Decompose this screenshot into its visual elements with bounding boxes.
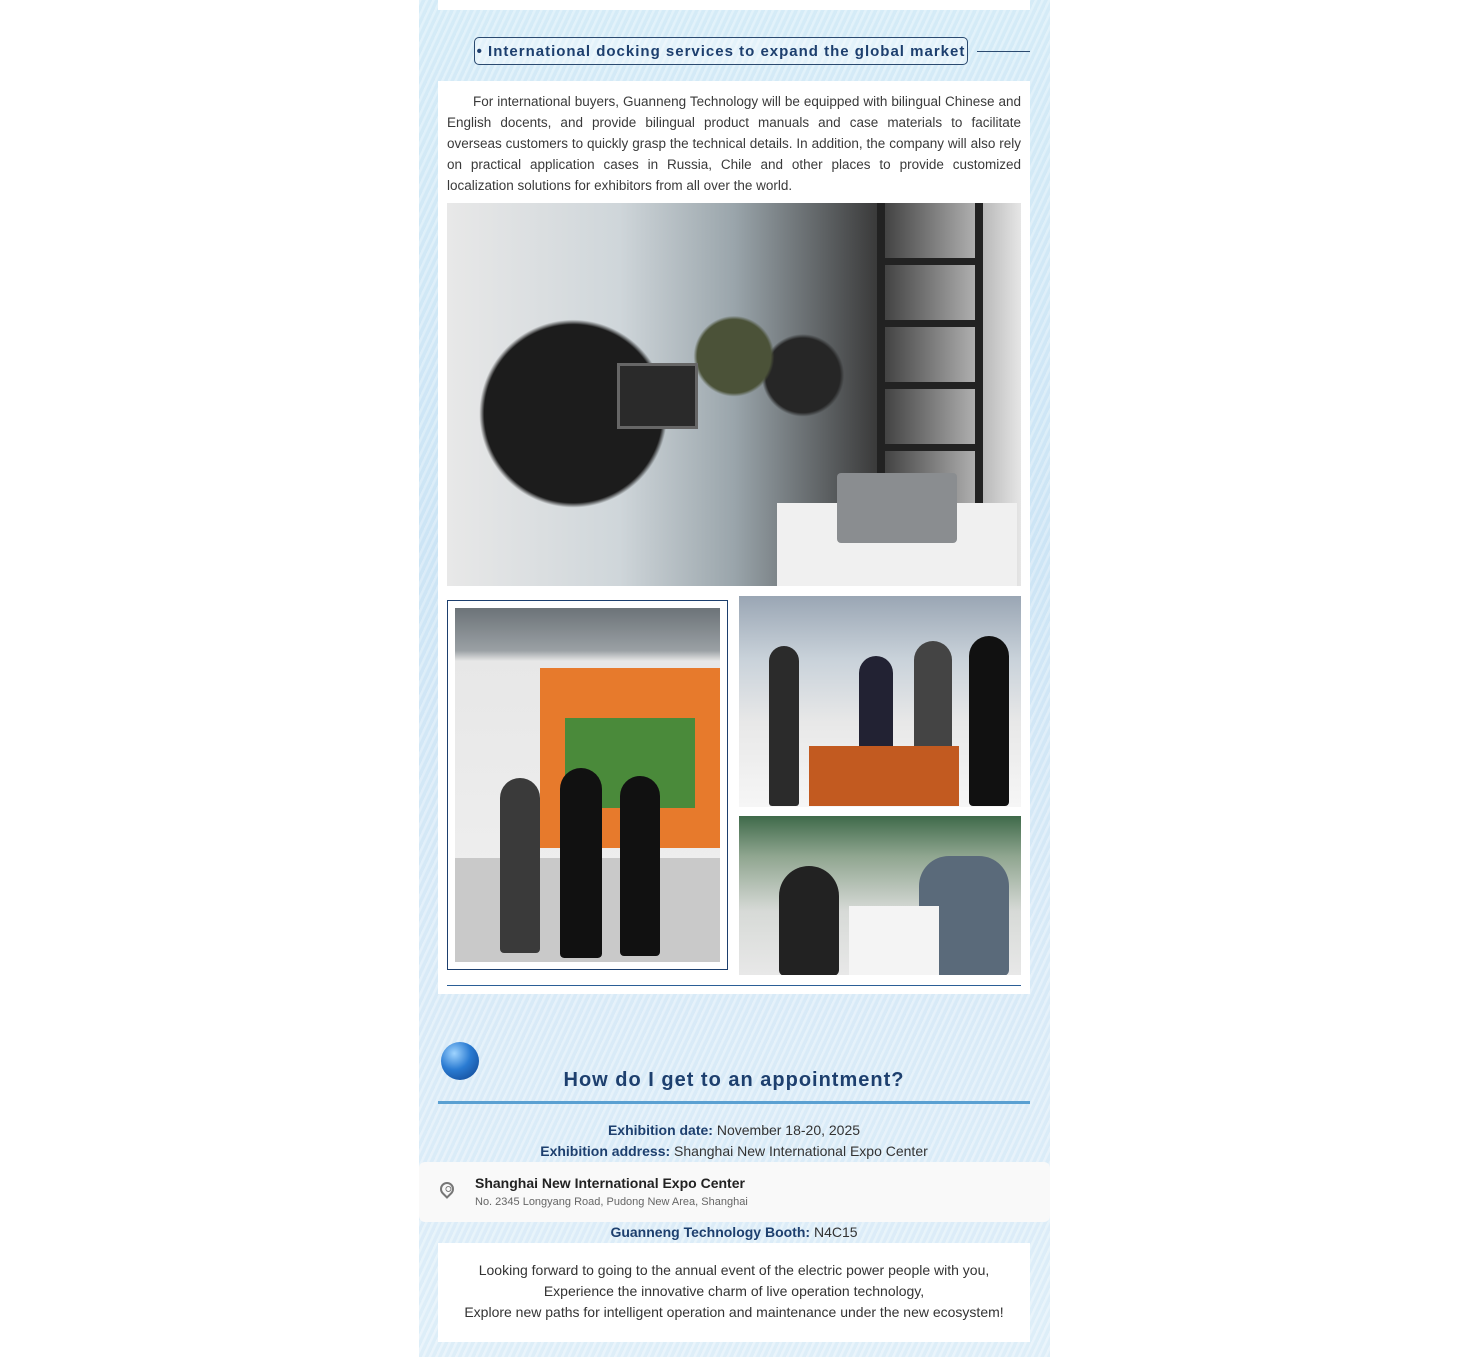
robot-device: [837, 473, 957, 543]
title-underline: [438, 1101, 1030, 1104]
closing-line: Explore new paths for intelligent operation and maintenance under the new ecosystem!: [464, 1304, 1004, 1320]
photo-table-meeting: [739, 816, 1021, 975]
exhibition-date-label: Exhibition date:: [607, 1122, 713, 1138]
exhibition-address-value: Shanghai New International Expo Center: [670, 1143, 928, 1159]
person-figure: [560, 768, 602, 958]
location-address: No. 2345 Longyang Road, Pudong New Area, Shanghai: [475, 1196, 748, 1208]
photo-booth-group: [455, 608, 720, 962]
person-figure: [620, 776, 660, 956]
equipment-case: [809, 746, 959, 806]
person-figure: [969, 636, 1009, 806]
closing-line: Experience the innovative charm of live operation technology,: [543, 1283, 925, 1299]
booth-info: [438, 1224, 1030, 1240]
heading-divider: [977, 51, 1030, 52]
content-card: [438, 81, 1030, 994]
section-heading: [474, 37, 1030, 67]
closing-card: [438, 1243, 1030, 1342]
section-paragraph: For international buyers, Guanneng Technology will be equipped with bilingual Chinese and English docents, and provide bilingual product manuals and case materials to facilitate overseas customers to quickly grasp the technical details. In addition, the company will also rely on practical application cases in Russia, Chile and other places to provide customized localization solutions for exhibitors from all over the world.: [447, 94, 1021, 193]
article-column: [419, 0, 1050, 1357]
location-name: Shanghai New International Expo Center: [475, 1175, 745, 1191]
person-figure: [769, 646, 799, 806]
section-heading-label: • International docking services to expand the global market: [474, 37, 968, 65]
tablet-on-tripod: [617, 363, 698, 429]
location-pin-icon: [437, 1179, 457, 1199]
exhibition-date: [438, 1122, 1030, 1138]
booth-value: N4C15: [810, 1224, 858, 1240]
person-figure: [779, 866, 839, 975]
meeting-table: [849, 906, 939, 975]
photo-booth-visitors: [447, 203, 1021, 586]
closing-message: [438, 1260, 1030, 1323]
section-divider: [447, 985, 1021, 986]
closing-line: Looking forward to going to the annual event of the electric power people with you,: [478, 1262, 990, 1278]
exhibition-date-value: November 18-20, 2025: [712, 1122, 861, 1138]
location-card[interactable]: [419, 1162, 1050, 1222]
exhibition-address-label: Exhibition address:: [540, 1143, 671, 1159]
appointment-title: How do I get to an appointment?: [563, 1069, 905, 1091]
equipment-rack: [877, 203, 983, 503]
exhibition-address: [438, 1143, 1030, 1159]
previous-content-card: [438, 0, 1030, 10]
booth-label: Guanneng Technology Booth:: [610, 1224, 811, 1240]
person-figure: [500, 778, 540, 953]
photo-frame: [447, 600, 728, 970]
photo-discussion: [739, 596, 1021, 807]
